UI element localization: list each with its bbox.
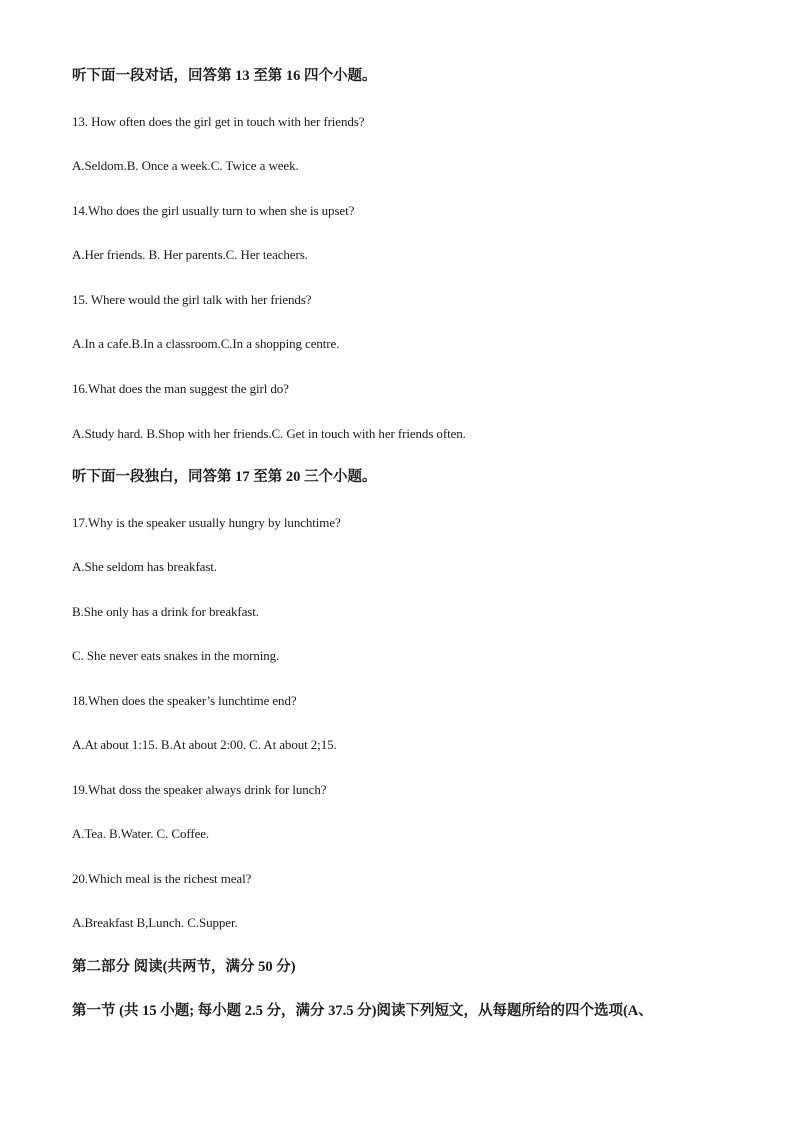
- question-14-options: A.Her friends. B. Her parents.C. Her teachers.: [72, 247, 308, 262]
- question-15: 15. Where would the girl talk with her friends?: [72, 292, 312, 307]
- section-one-instructions: 第一节 (共 15 小题; 每小题 2.5 分，满分 37.5 分)阅读下列短文，从每题所给的四个选项(A、: [72, 1003, 653, 1019]
- question-17-option-c: C. She never eats snakes in the morning.: [72, 648, 280, 663]
- question-13: 13. How often does the girl get in touch with her friends?: [72, 114, 365, 129]
- question-17-option-b: B.She only has a drink for breakfast.: [72, 604, 259, 619]
- question-20-options: A.Breakfast B,Lunch. C.Supper.: [72, 915, 238, 930]
- question-19-options: A.Tea. B.Water. C. Coffee.: [72, 826, 210, 841]
- question-20: 20.Which meal is the richest meal?: [72, 871, 252, 886]
- part-two-heading: 第二部分 阅读(共两节，满分 50 分): [72, 959, 296, 975]
- question-14: 14.Who does the girl usually turn to when she is upset?: [72, 203, 355, 218]
- section-heading-dialogue: 听下面一段对话，回答第 13 至第 16 四个小题。: [72, 68, 377, 84]
- section-heading-monologue: 听下面一段独白，同答第 17 至第 20 三个小题。: [72, 469, 377, 485]
- question-13-options: A.Seldom.B. Once a week.C. Twice a week.: [72, 158, 299, 173]
- question-18: 18.When does the speaker’s lunchtime end?: [72, 693, 297, 708]
- question-17: 17.Why is the speaker usually hungry by lunchtime?: [72, 515, 341, 530]
- question-16: 16.What does the man suggest the girl do?: [72, 381, 289, 396]
- question-15-options: A.In a cafe.B.In a classroom.C.In a shopping centre.: [72, 336, 340, 351]
- question-19: 19.What doss the speaker always drink for lunch?: [72, 782, 327, 797]
- question-17-option-a: A.She seldom has breakfast.: [72, 559, 217, 574]
- question-18-options: A.At about 1:15. B.At about 2:00. C. At about 2;15.: [72, 737, 337, 752]
- question-16-options: A.Study hard. B.Shop with her friends.C. Get in touch with her friends often.: [72, 426, 466, 441]
